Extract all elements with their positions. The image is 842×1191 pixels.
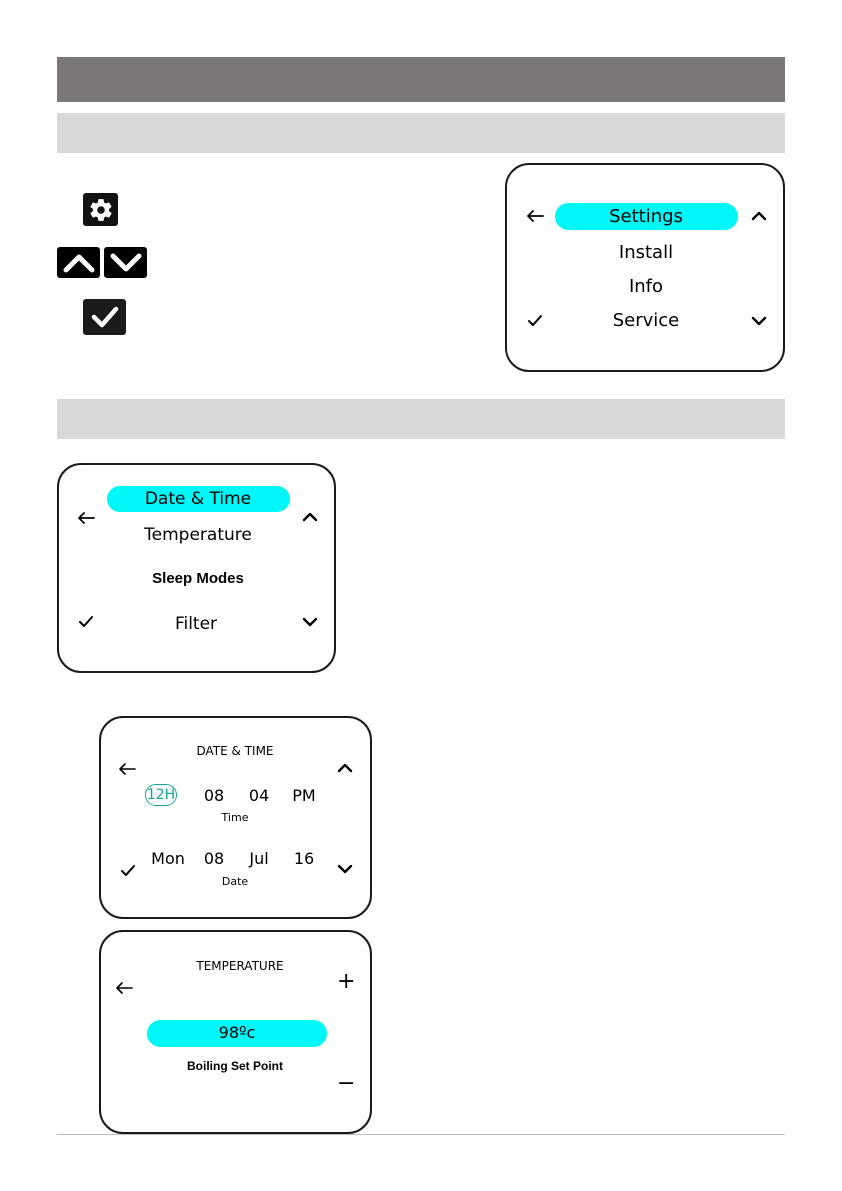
ampm-value[interactable]: PM <box>292 786 316 805</box>
menu-item-install[interactable]: Install <box>618 242 674 263</box>
checkmark-icon[interactable] <box>527 314 543 327</box>
set-point-label: Boiling Set Point <box>187 1059 283 1073</box>
gear-icon <box>83 193 118 226</box>
hour-value[interactable]: 08 <box>203 786 225 805</box>
chevron-down-icon[interactable] <box>302 617 318 628</box>
section-bar-1 <box>57 113 785 153</box>
chevron-down-icon <box>104 247 147 278</box>
time-format-toggle[interactable]: 12H <box>145 784 177 806</box>
back-arrow-icon[interactable] <box>118 762 136 776</box>
chevron-up-icon <box>57 247 100 278</box>
menu-item-info[interactable]: Info <box>628 276 664 297</box>
checkmark-icon[interactable] <box>78 615 94 628</box>
menu-item-service[interactable]: Service <box>612 310 680 331</box>
footer-divider <box>57 1134 785 1135</box>
chevron-down-icon[interactable] <box>751 316 767 327</box>
menu-item-sleep-modes[interactable]: Sleep Modes <box>152 570 244 587</box>
increase-button[interactable]: + <box>337 969 356 994</box>
temperature-value[interactable]: 98ºc <box>218 1023 256 1042</box>
back-arrow-icon[interactable] <box>526 209 544 223</box>
back-arrow-icon[interactable] <box>115 981 133 995</box>
month-value[interactable]: Jul <box>249 849 269 868</box>
section-bar-2 <box>57 399 785 439</box>
menu-item-filter[interactable]: Filter <box>174 614 218 634</box>
chevron-down-icon[interactable] <box>337 864 353 875</box>
settings-menu-screen <box>57 463 336 673</box>
weekday-value[interactable]: Mon <box>151 849 185 868</box>
temperature-screen <box>99 930 372 1134</box>
checkmark-icon[interactable] <box>120 864 136 877</box>
date-label: Date <box>221 875 249 888</box>
menu-item-settings[interactable]: Settings <box>609 206 683 227</box>
menu-item-temperature[interactable]: Temperature <box>144 525 252 545</box>
date-time-screen <box>99 716 372 919</box>
day-value[interactable]: 08 <box>203 849 225 868</box>
chevron-up-icon[interactable] <box>302 511 318 522</box>
screen-title: DATE & TIME <box>196 744 274 758</box>
header-bar <box>57 57 785 102</box>
main-menu-screen <box>505 163 785 372</box>
decrease-button[interactable]: − <box>337 1071 356 1096</box>
time-label: Time <box>221 811 249 824</box>
back-arrow-icon[interactable] <box>77 511 95 525</box>
checkmark-icon <box>83 299 126 335</box>
screen-title: TEMPERATURE <box>196 959 284 973</box>
chevron-up-icon[interactable] <box>751 210 767 221</box>
year-value[interactable]: 16 <box>293 849 315 868</box>
menu-item-date-time[interactable]: Date & Time <box>144 489 252 509</box>
minute-value[interactable]: 04 <box>248 786 270 805</box>
chevron-up-icon[interactable] <box>337 762 353 773</box>
